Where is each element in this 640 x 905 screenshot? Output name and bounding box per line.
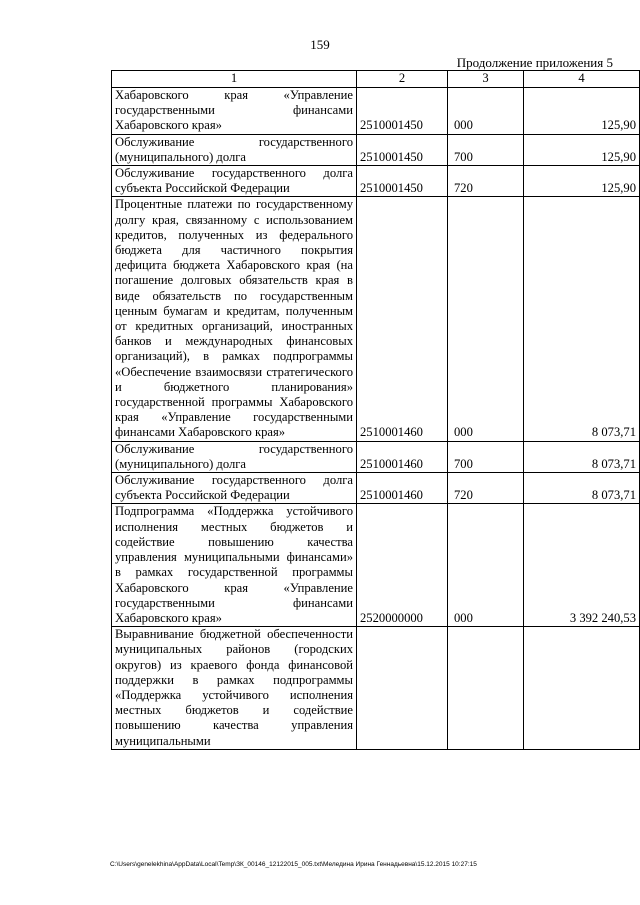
- row-name: Подпрограмма «Поддержка устойчивого исполнения местных бюджетов и содействие повышению качества управления муниципальными финансами» в рамках государственной программы Хабаровского края «Управление государственными финансами Хабаровского края»: [112, 504, 357, 627]
- row-name: Процентные платежи по государственному долгу края, связанному с использованием кредитов, полученных из федерального бюджета для частичного покрытия дефицита бюджета Хабаровского края (на погашение долговых обязательств края в виде обязательств по государственным ценным бумагам и кредитам, полученным от кредитных организаций, иностранных банков и международных финансовых организаций), в рамках подпрограммы «Обеспечение взаимосвязи стратегического и бюджетного планирования» государственной программы Хабаровского края «Управление государственными финансами Хабаровского края»: [112, 197, 357, 441]
- row-name: Обслуживание государственного долга субъекта Российской Федерации: [112, 166, 357, 197]
- table-row: [112, 473, 640, 504]
- page-number: 159: [310, 37, 330, 52]
- table-row: [112, 166, 640, 197]
- row-name: Выравнивание бюджетной обеспеченности муниципальных районов (городских округов) из краевого фонда финансовой поддержки в рамках подпрограммы «Поддержка устойчивого исполнения местных бюджетов и содействие повышению качества управления муниципальными: [112, 627, 357, 750]
- row-code: 2510001450: [357, 166, 448, 197]
- header-col-2: 2: [357, 71, 448, 88]
- budget-table: [111, 70, 640, 750]
- row-code: 2510001460: [357, 197, 448, 441]
- row-amount: 8 073,71: [524, 473, 640, 504]
- row-code: [357, 627, 448, 750]
- row-amount: 3 392 240,53: [524, 504, 640, 627]
- header-col-1: 1: [112, 71, 357, 88]
- table-row: [112, 88, 640, 135]
- row-code: 2510001450: [357, 134, 448, 165]
- row-amount: [524, 627, 640, 750]
- row-type: 000: [448, 504, 524, 627]
- row-type: 720: [448, 166, 524, 197]
- table-row: [112, 441, 640, 472]
- row-amount: 125,90: [524, 88, 640, 135]
- row-type: 700: [448, 441, 524, 472]
- file-path-footer: C:\Users\genelekhina\AppData\Local\Temp\ЗК_00146_12122015_005.txt\Меледина Ирина Геннадьевна\15.12.2015 10:27:15: [110, 861, 477, 868]
- table-header-row: [112, 71, 640, 88]
- table-row: [112, 197, 640, 441]
- row-type: 000: [448, 197, 524, 441]
- row-name: Обслуживание государственного долга субъекта Российской Федерации: [112, 473, 357, 504]
- table-row: [112, 134, 640, 165]
- row-name: Обслуживание государственного (муниципального) долга: [112, 441, 357, 472]
- row-code: 2510001460: [357, 473, 448, 504]
- row-type: 700: [448, 134, 524, 165]
- table-row: [112, 504, 640, 627]
- row-type: [448, 627, 524, 750]
- row-code: 2510001460: [357, 441, 448, 472]
- table-row: [112, 627, 640, 750]
- row-type: 720: [448, 473, 524, 504]
- row-name: Обслуживание государственного (муниципального) долга: [112, 134, 357, 165]
- continuation-caption: Продолжение приложения 5: [456, 55, 613, 70]
- row-amount: 8 073,71: [524, 441, 640, 472]
- row-type: 000: [448, 88, 524, 135]
- row-amount: 125,90: [524, 134, 640, 165]
- header-col-3: 3: [448, 71, 524, 88]
- row-name: Хабаровского края «Управление государственными финансами Хабаровского края»: [112, 88, 357, 135]
- row-code: 2520000000: [357, 504, 448, 627]
- row-amount: 8 073,71: [524, 197, 640, 441]
- row-amount: 125,90: [524, 166, 640, 197]
- header-col-4: 4: [524, 71, 640, 88]
- row-code: 2510001450: [357, 88, 448, 135]
